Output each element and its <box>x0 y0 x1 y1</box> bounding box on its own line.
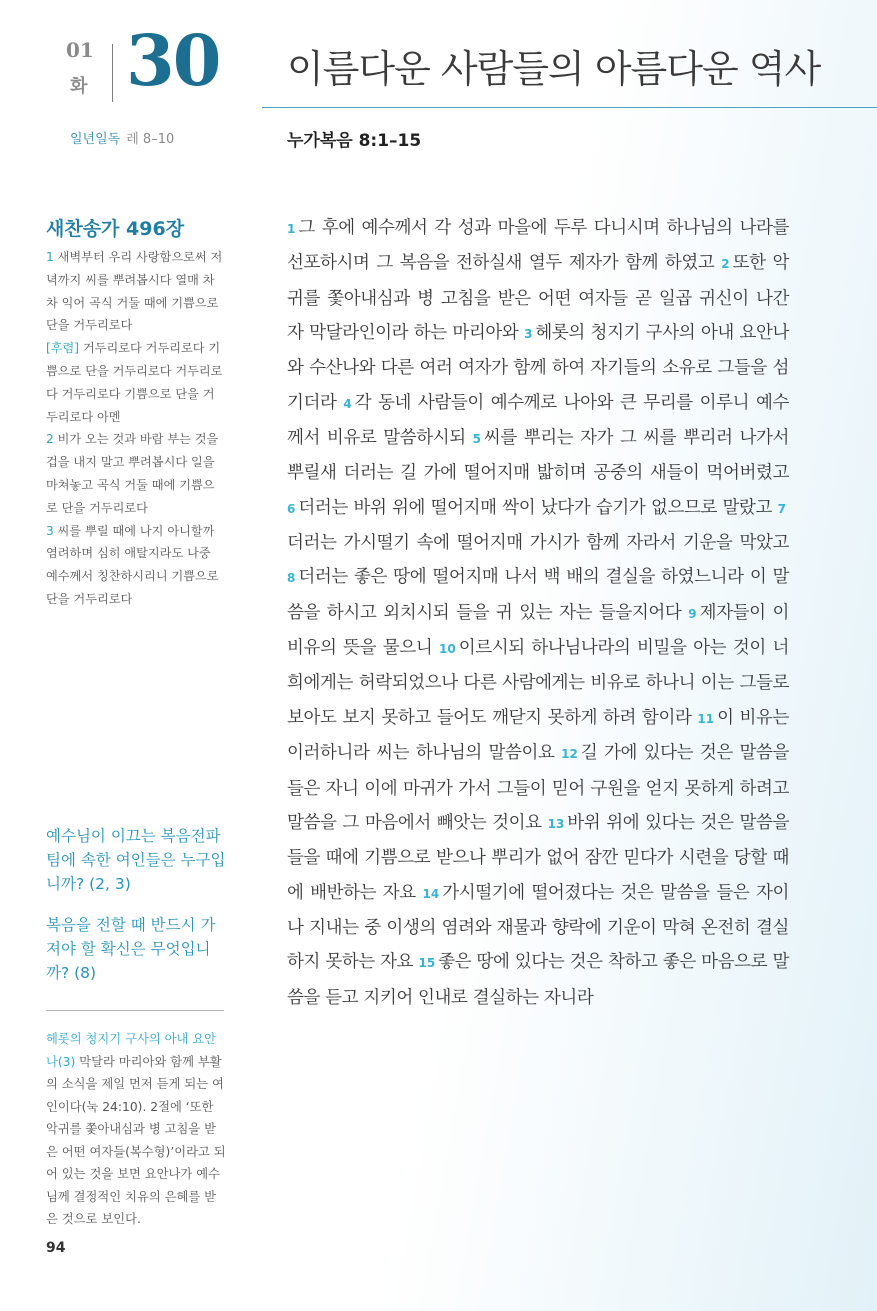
annual-reading-ref: 레 8–10 <box>126 132 175 147</box>
day-number: 30 <box>126 19 220 102</box>
verse-number: 15 <box>418 956 436 971</box>
verse-text: 각 동네 사람들이 예수께로 나아와 큰 무리를 이루니 예수께서 비유로 말씀하시되 <box>287 392 789 449</box>
verse-text: 길 가에 있다는 것은 말씀을 들은 자니 이에 마귀가 가서 그들이 믿어 구원을 얻지 못하게 하려고 말씀을 그 마음에서 빼앗는 것이요 <box>287 743 790 833</box>
page-number: 94 <box>46 1240 66 1256</box>
side-note <box>46 1028 226 1231</box>
hymn-verse-text: 거두리로다 거두리로다 기쁨으로 단을 거두리로다 거두리로다 거두리로다 기쁨으로 단을 거두리로다 아멘 <box>46 341 223 424</box>
verse-text: 더러는 바위 위에 떨어지매 싹이 났다가 습기가 없으므로 말랐고 <box>298 497 773 518</box>
verse-number: 8 <box>287 571 296 586</box>
verse-number: 13 <box>547 816 565 831</box>
verse-text: 가시떨기에 떨어졌다는 것은 말씀을 들은 자이나 지내는 중 이생의 염려와 재물과 향락에 기운이 막혀 온전히 결실하지 못하는 자요 <box>287 882 789 973</box>
verse-number: 3 <box>524 327 533 342</box>
verse-number: 10 <box>438 642 456 657</box>
verse-text: 더러는 가시떨기 속에 떨어지매 가시가 함께 자라서 기운을 막았고 <box>287 533 789 554</box>
hymn-refrain-label: [후렴] <box>46 341 80 356</box>
header-divider <box>112 44 113 102</box>
side-note-highlight: 헤롯의 청지기 구사의 아내 요안나(3) <box>46 1032 217 1069</box>
hymn-title: 새찬송가 496장 <box>46 218 185 240</box>
hymn-verse-number: 1 <box>46 250 54 264</box>
verse-number: 11 <box>697 711 715 726</box>
study-questions <box>46 824 226 1002</box>
hymn-verse <box>46 520 226 611</box>
hymn-verse-number: 2 <box>46 432 54 447</box>
verse-text: 이 비유는 이러하니라 씨는 하나님의 말씀이요 <box>287 707 789 764</box>
hymn-verse-text: 씨를 뿌릴 때에 나지 아니할까 염려하며 심히 애탈지라도 나중 예수께서 칭찬하시리니 기쁨으로 단을 거두리로다 <box>46 523 219 606</box>
sidebar-divider <box>46 1010 224 1011</box>
verse-number: 14 <box>422 886 440 901</box>
hymn-lyrics <box>46 246 226 611</box>
hymn-verse <box>46 428 226 519</box>
verse-text: 씨를 뿌리는 자가 그 씨를 뿌리러 나가서 뿌릴새 더러는 길 가에 떨어지매 밟히며 공중의 새들이 먹어버렸고 <box>287 428 789 484</box>
hymn-verse-number: 3 <box>46 523 54 538</box>
study-question: 예수님이 이끄는 복음전파팀에 속한 여인들은 누구입니까? (2, 3) <box>46 827 226 893</box>
annual-reading <box>70 128 174 147</box>
verse-number: 6 <box>287 501 296 516</box>
month-number: 01 <box>66 38 94 62</box>
verse-text: 또한 악귀를 쫓아내심과 병 고침을 받은 어떤 여자들 곧 일곱 귀신이 나간 자 막달라인이라 하는 마리아와 <box>287 253 789 344</box>
hymn-verse <box>46 246 226 337</box>
annual-reading-label: 일년일독 <box>70 132 121 147</box>
verse-text: 헤롯의 청지기 구사의 아내 요안나와 수산나와 다른 여러 여자가 함께 하여 자기들의 소유로 그들을 섬기더라 <box>287 323 789 413</box>
hymn-refrain <box>46 337 226 428</box>
verse-number: 7 <box>777 501 786 516</box>
study-question: 복음을 전할 때 반드시 가져야 할 확신은 무엇입니까? (8) <box>46 916 216 982</box>
page-title: 이름다운 사람들의 아름다운 역사 <box>287 47 821 91</box>
side-note-text: 막달라 마리아와 함께 부활의 소식을 제일 먼저 듣게 되는 여인이다(눅 24:10). 2절에 ‘또한 악귀를 쫓아내심과 병 고침을 받은 어떤 여자들(복수형)’이라고 되어 있는 것을 보면 요안나가 예수님께 결정적인 치유의 은혜를 받은 것으로 보인다. <box>46 1054 226 1226</box>
verse-number: 1 <box>287 222 296 236</box>
verse-text: 바위 위에 있다는 것은 말씀을 들을 때에 기쁨으로 받으나 뿌리가 없어 잠깐 믿다가 시련을 당할 때에 배반하는 자요 <box>287 812 789 903</box>
verse-number: 12 <box>561 747 578 762</box>
hymn-verse-text: 비가 오는 것과 바람 부는 것을 겁을 내지 말고 뿌려봅시다 일을 마쳐놓고 곡식 거둘 때에 기쁨으로 단을 거두리로다 <box>46 432 219 515</box>
title-rule <box>262 107 877 108</box>
verse-text: 그 후에 예수께서 각 성과 마을에 두루 다니시며 하나님의 나라를 선포하시며 그 복음을 전하실새 열두 제자가 함께 하였고 <box>287 218 789 274</box>
verse-number: 4 <box>343 396 352 411</box>
scripture-text <box>287 211 789 1015</box>
verse-number: 5 <box>472 432 481 447</box>
verse-number: 9 <box>688 606 697 621</box>
passage-reference: 누가복음 8:1–15 <box>287 131 422 151</box>
verse-text: 제자들이 이 비유의 뜻을 물으니 <box>287 602 789 659</box>
verse-text: 좋은 땅에 있다는 것은 착하고 좋은 마음으로 말씀을 듣고 지키어 인내로 결실하는 자니라 <box>287 952 789 1008</box>
verse-text: 이르시되 하나님나라의 비밀을 아는 것이 너희에게는 허락되었으나 다른 사람에게는 비유로 하나니 이는 그들로 보아도 보지 못하고 들어도 깨닫지 못하게 하려 함이라 <box>287 638 789 728</box>
hymn-verse-text: 새벽부터 우리 사랑함으로써 저녁까지 씨를 뿌려봅시다 열매 차차 익어 곡식 거둘 때에 기쁨으로 단을 거두리로다 <box>46 250 223 333</box>
verse-number: 2 <box>721 257 730 272</box>
verse-text: 더러는 좋은 땅에 떨어지매 나서 백 배의 결실을 하였느니라 이 말씀을 하시고 외치시되 들을 귀 있는 자는 들을지어다 <box>287 567 789 623</box>
month-suffix: 화 <box>70 76 88 97</box>
